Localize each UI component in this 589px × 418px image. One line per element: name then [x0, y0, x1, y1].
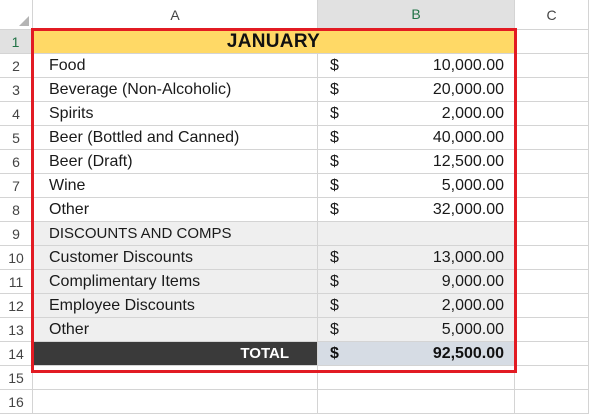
select-all-triangle-icon	[19, 16, 29, 26]
cell-empty[interactable]	[318, 390, 515, 414]
cell-c[interactable]	[515, 150, 589, 174]
cell-label[interactable]: Spirits	[33, 102, 318, 126]
row-header-10[interactable]: 10	[0, 246, 33, 270]
amount-text: 5,000.00	[441, 320, 504, 338]
currency-symbol: $	[330, 344, 339, 362]
cell-label[interactable]: Beer (Bottled and Canned)	[33, 126, 318, 150]
table-row	[33, 318, 589, 342]
cell-value[interactable]	[318, 54, 515, 78]
cell-empty[interactable]	[318, 366, 515, 390]
amount-text: 20,000.00	[432, 80, 504, 98]
cell-empty[interactable]	[33, 390, 318, 414]
currency-symbol: $	[330, 152, 339, 170]
row-header-3[interactable]: 3	[0, 78, 33, 102]
cell-c[interactable]	[515, 126, 589, 150]
cell-empty[interactable]	[33, 366, 318, 390]
cell-label[interactable]: Employee Discounts	[33, 294, 318, 318]
table-row	[33, 294, 589, 318]
table-row	[33, 198, 589, 222]
row-header-7[interactable]: 7	[0, 174, 33, 198]
amount-text: 9,000.00	[441, 272, 504, 290]
row-header-13[interactable]: 13	[0, 318, 33, 342]
currency-symbol: $	[330, 200, 339, 218]
cell-c[interactable]	[515, 78, 589, 102]
currency-symbol: $	[330, 272, 339, 290]
row-header-2[interactable]: 2	[0, 54, 33, 78]
cell-label[interactable]: Beer (Draft)	[33, 150, 318, 174]
cell-empty[interactable]	[515, 366, 589, 390]
cell-label[interactable]: Wine	[33, 174, 318, 198]
table-row	[33, 150, 589, 174]
currency-symbol: $	[330, 128, 339, 146]
cell-value[interactable]	[318, 318, 515, 342]
amount-text: 32,000.00	[432, 200, 504, 218]
amount-text: 2,000.00	[441, 296, 504, 314]
currency-symbol: $	[330, 296, 339, 314]
cell-c[interactable]	[515, 54, 589, 78]
cell-c[interactable]	[515, 246, 589, 270]
amount-text: 2,000.00	[441, 104, 504, 122]
cell-c[interactable]	[515, 174, 589, 198]
table-row	[33, 54, 589, 78]
column-header-c[interactable]: C	[515, 0, 589, 30]
row-header-12[interactable]: 12	[0, 294, 33, 318]
total-amount: 92,500.00	[432, 344, 504, 362]
cell-c[interactable]	[515, 102, 589, 126]
cell-value[interactable]	[318, 126, 515, 150]
table-row	[33, 270, 589, 294]
currency-symbol: $	[330, 104, 339, 122]
cell-c[interactable]	[515, 222, 589, 246]
row-header-1[interactable]: 1	[0, 30, 33, 54]
cell-c1[interactable]	[515, 30, 589, 54]
section-label[interactable]: DISCOUNTS AND COMPS	[33, 222, 318, 246]
cell-c[interactable]	[515, 294, 589, 318]
table-row	[33, 222, 589, 246]
currency-symbol: $	[330, 56, 339, 74]
cell-value[interactable]	[318, 294, 515, 318]
row-header-11[interactable]: 11	[0, 270, 33, 294]
row-header-14[interactable]: 14	[0, 342, 33, 366]
cell-label[interactable]: Other	[33, 318, 318, 342]
row-header-8[interactable]: 8	[0, 198, 33, 222]
table-row	[33, 174, 589, 198]
select-all-corner[interactable]	[0, 0, 33, 30]
cell-c[interactable]	[515, 270, 589, 294]
cell-label[interactable]: Customer Discounts	[33, 246, 318, 270]
table-row	[33, 390, 589, 414]
cell-label[interactable]: Complimentary Items	[33, 270, 318, 294]
table-row	[33, 102, 589, 126]
column-header-a[interactable]: A	[33, 0, 318, 30]
cell-value[interactable]	[318, 270, 515, 294]
row-header-9[interactable]: 9	[0, 222, 33, 246]
amount-text: 12,500.00	[432, 152, 504, 170]
amount-text: 40,000.00	[432, 128, 504, 146]
cell-value[interactable]	[318, 222, 515, 246]
row-header-4[interactable]: 4	[0, 102, 33, 126]
cell-value[interactable]	[318, 246, 515, 270]
cell-label[interactable]: Other	[33, 198, 318, 222]
title-cell[interactable]: JANUARY	[33, 30, 515, 54]
cell-value[interactable]	[318, 102, 515, 126]
table-row	[33, 126, 589, 150]
row-header-6[interactable]: 6	[0, 150, 33, 174]
cell-c[interactable]	[515, 198, 589, 222]
column-header-b[interactable]: B	[318, 0, 515, 30]
cell-c[interactable]	[515, 318, 589, 342]
cell-value[interactable]	[318, 78, 515, 102]
total-label[interactable]: TOTAL	[33, 342, 318, 366]
currency-symbol: $	[330, 248, 339, 266]
row-header-16[interactable]: 16	[0, 390, 33, 414]
total-value[interactable]	[318, 342, 515, 366]
cell-empty[interactable]	[515, 390, 589, 414]
row-header-15[interactable]: 15	[0, 366, 33, 390]
amount-text: 13,000.00	[432, 248, 504, 266]
cell-value[interactable]	[318, 198, 515, 222]
table-row	[33, 246, 589, 270]
cell-c[interactable]	[515, 342, 589, 366]
cell-label[interactable]: Beverage (Non-Alcoholic)	[33, 78, 318, 102]
currency-symbol: $	[330, 176, 339, 194]
table-row	[33, 366, 589, 390]
amount-text: 10,000.00	[432, 56, 504, 74]
cell-value[interactable]	[318, 174, 515, 198]
currency-symbol: $	[330, 80, 339, 98]
table-row	[33, 30, 589, 54]
table-row	[33, 342, 589, 366]
cell-label[interactable]: Food	[33, 54, 318, 78]
cell-value[interactable]	[318, 150, 515, 174]
row-header-5[interactable]: 5	[0, 126, 33, 150]
amount-text: 5,000.00	[441, 176, 504, 194]
currency-symbol: $	[330, 320, 339, 338]
table-row	[33, 78, 589, 102]
